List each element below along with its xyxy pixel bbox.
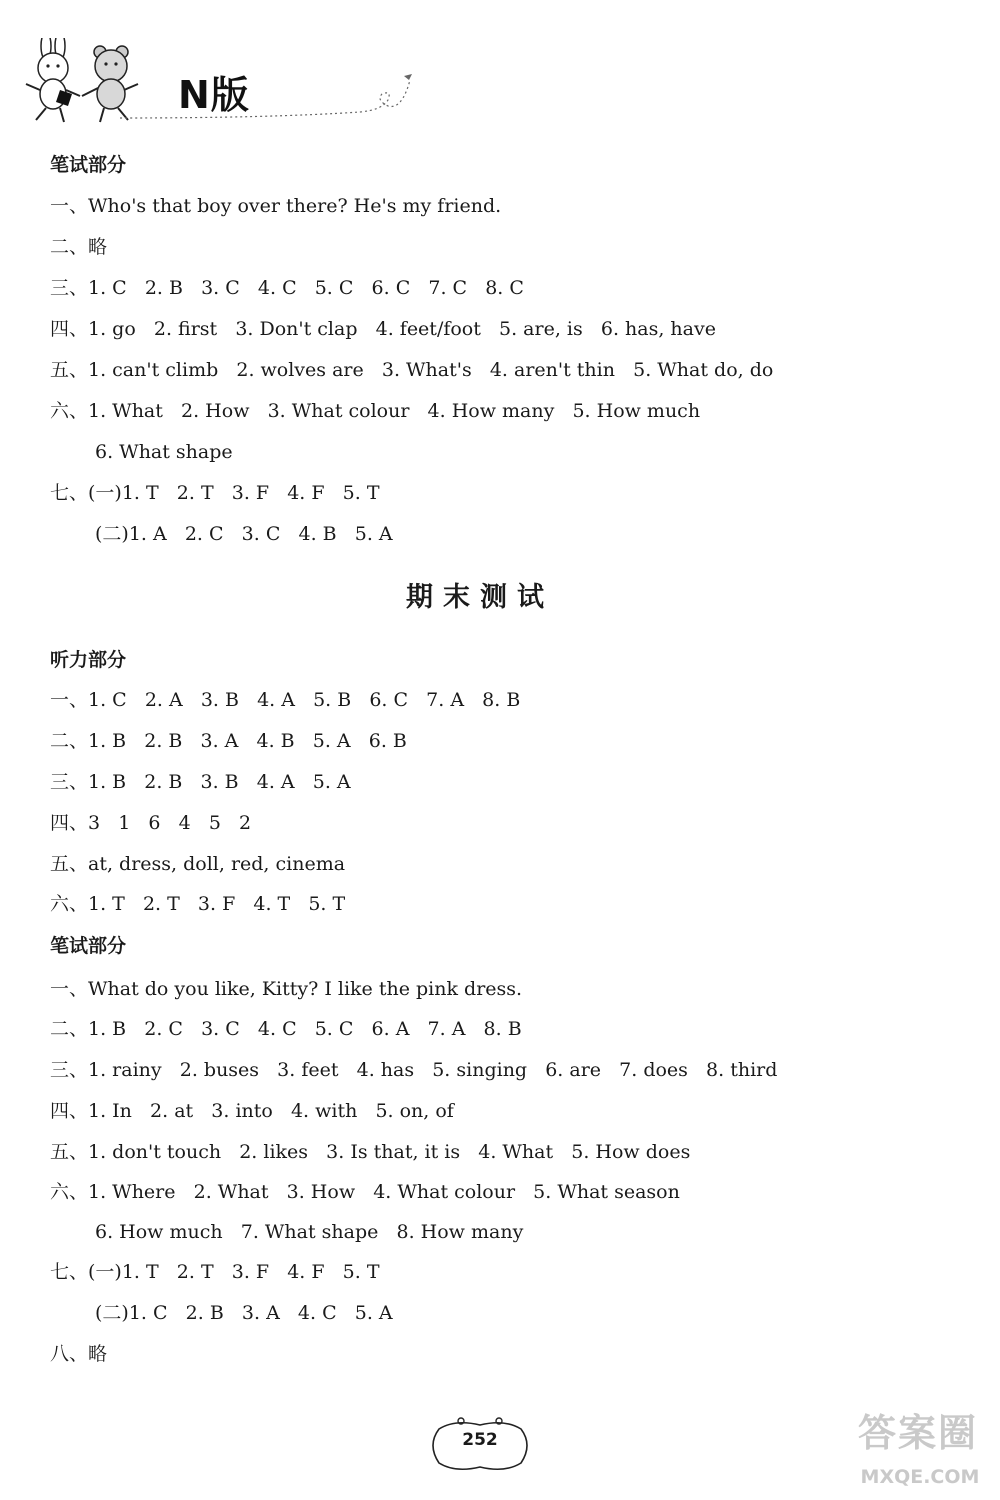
answer-line: 三、1. B 2. B 3. B 4. A 5. A: [50, 771, 351, 793]
answer-line: 七、(一)1. T 2. T 3. F 4. F 5. T: [50, 482, 380, 504]
answer-line: 一、Who's that boy over there? He's my friend.: [50, 195, 502, 217]
answer-line: 五、1. don't touch 2. likes 3. Is that, it is 4. What 5. How does: [50, 1141, 691, 1163]
watermark-url: MXQE.COM: [860, 1466, 980, 1488]
answer-line: 四、1. go 2. first 3. Don't clap 4. feet/foot 5. are, is 6. has, have: [50, 318, 716, 340]
answer-line: 四、1. In 2. at 3. into 4. with 5. on, of: [50, 1100, 454, 1122]
answer-line: 6. How much 7. What shape 8. How many: [95, 1221, 524, 1243]
answer-line: 五、1. can't climb 2. wolves are 3. What's 4. aren't thin 5. What do, do: [50, 359, 774, 381]
dotted-swirl-line: [120, 60, 430, 130]
answer-line: 六、1. Where 2. What 3. How 4. What colour 5. What season: [50, 1181, 680, 1203]
section-heading-written: 笔试部分: [50, 154, 127, 176]
answer-line: 六、1. T 2. T 3. F 4. T 5. T: [50, 893, 346, 915]
answer-line: 七、(一)1. T 2. T 3. F 4. F 5. T: [50, 1261, 380, 1283]
answer-line: 五、at, dress, doll, red, cinema: [50, 853, 346, 875]
answer-line: 一、What do you like, Kitty? I like the pink dress.: [50, 978, 523, 1000]
edition-label: N版: [178, 73, 250, 117]
final-test-title: 期末测试: [406, 582, 554, 613]
answer-line: 八、略: [50, 1343, 108, 1365]
answer-line: 四、3 1 6 4 5 2: [50, 812, 252, 834]
page-number: 252: [462, 1430, 498, 1450]
answer-line: (二)1. C 2. B 3. A 4. C 5. A: [95, 1302, 393, 1324]
answer-line: 二、1. B 2. B 3. A 4. B 5. A 6. B: [50, 730, 407, 752]
section-heading-written: 笔试部分: [50, 935, 127, 957]
section-heading-listening: 听力部分: [50, 649, 127, 671]
answer-line: 二、略: [50, 236, 108, 258]
answer-line: 6. What shape: [95, 441, 233, 463]
page-header: [0, 0, 1000, 135]
answer-line: 一、1. C 2. A 3. B 4. A 5. B 6. C 7. A 8. B: [50, 689, 521, 711]
answer-line: 三、1. rainy 2. buses 3. feet 4. has 5. singing 6. are 7. does 8. third: [50, 1059, 778, 1081]
watermark-logo: 答案圈: [857, 1411, 978, 1455]
answer-line: (二)1. A 2. C 3. C 4. B 5. A: [95, 523, 393, 545]
answer-line: 六、1. What 2. How 3. What colour 4. How many 5. How much: [50, 400, 701, 422]
answer-line: 三、1. C 2. B 3. C 4. C 5. C 6. C 7. C 8. C: [50, 277, 524, 299]
answer-line: 二、1. B 2. C 3. C 4. C 5. C 6. A 7. A 8. B: [50, 1018, 522, 1040]
